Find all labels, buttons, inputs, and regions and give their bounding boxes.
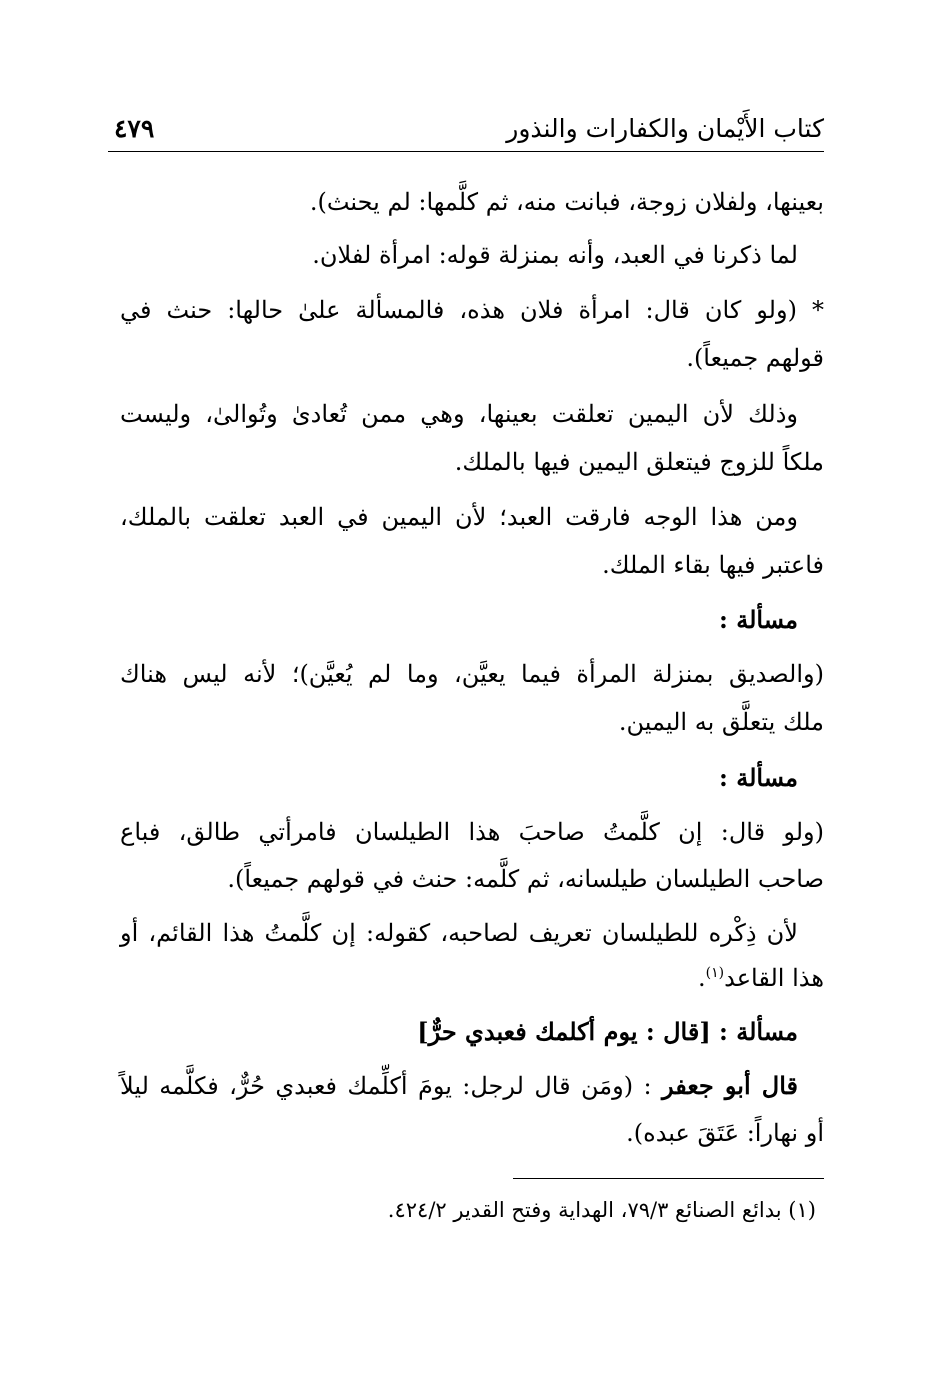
text-line-16 (120, 958, 824, 998)
text-line-2: لما ذكرنا في العبد، وأنه بمنزلة قوله: امرأة لفلان. (312, 241, 798, 269)
text-line-15: لأن ذِكْره للطيلسان تعريف لصاحبه، كقوله: إن كلَّمتُ هذا القائم، أو (120, 919, 798, 947)
footnote-ref: (١) (705, 965, 725, 981)
text-line-5: وذلك لأن اليمين تعلقت بعينها، وهي ممن تُعادىٰ وتُوالىٰ، وليست (120, 400, 798, 428)
chapter-title: كتاب الأَيْمان والكفارات والنذور (506, 114, 824, 143)
text-line-11: ملك يتعلَّق به اليمين. (618, 708, 824, 736)
text-line-8: فاعتبر فيها بقاء الملك. (602, 551, 824, 579)
footnote-rule (513, 1178, 824, 1179)
text-line-7: ومن هذا الوجه فارقت العبد؛ لأن اليمين في العبد تعلقت بالملك، (120, 503, 798, 531)
section-heading-2: مسألة : (719, 763, 798, 792)
text-line-6: ملكاً للزوج فيتعلق اليمين فيها بالملك. (454, 448, 824, 476)
running-header (108, 108, 824, 150)
text-line-18 (120, 1066, 798, 1106)
text-line-13: (ولو قال: إن كلَّمتُ صاحبَ هذا الطيلسان فامرأتي طالق، فباع (120, 818, 824, 846)
header-rule (108, 151, 824, 152)
page-number: ٤٧٩ (114, 114, 155, 143)
text-line-18-text: : (ومَن قال لرجل: يومَ أكلِّمك فعبدي حُرٌّ، فكلَّمه ليلاً (120, 1072, 662, 1100)
text-line-4: قولهم جميعاً). (686, 344, 824, 372)
footnote-1: (١) بدائع الصنائع ٧٩/٣، الهداية وفتح القدير ٤٢٤/٢. (387, 1198, 816, 1222)
author-name: قال أبو جعفر (661, 1071, 798, 1100)
text-line-1: بعينها، ولفلان زوجة، فبانت منه، ثم كلَّمها: لم يحنث). (309, 188, 824, 216)
text-line-16-text: هذا القاعد (724, 964, 824, 992)
text-line-19: أو نهاراً: عَتَقَ عبده). (626, 1119, 824, 1147)
text-line-10: (والصديق بمنزلة المرأة فيما يعيَّن، وما لم يُعيَّن)؛ لأنه ليس هناك (120, 660, 824, 688)
section-heading-3: مسألة : [قال : يوم أكلمك فعبدي حرٌّ] (417, 1017, 798, 1046)
text-line-16-end: . (697, 964, 706, 992)
text-line-3: * (ولو كان قال: امرأة فلان هذه، فالمسألة علىٰ حالها: حنث في (120, 296, 824, 324)
text-line-14: صاحب الطيلسان طيلسانه، ثم كلَّمه: حنث في قولهم جميعاً). (227, 865, 824, 893)
section-heading-1: مسألة : (719, 605, 798, 634)
